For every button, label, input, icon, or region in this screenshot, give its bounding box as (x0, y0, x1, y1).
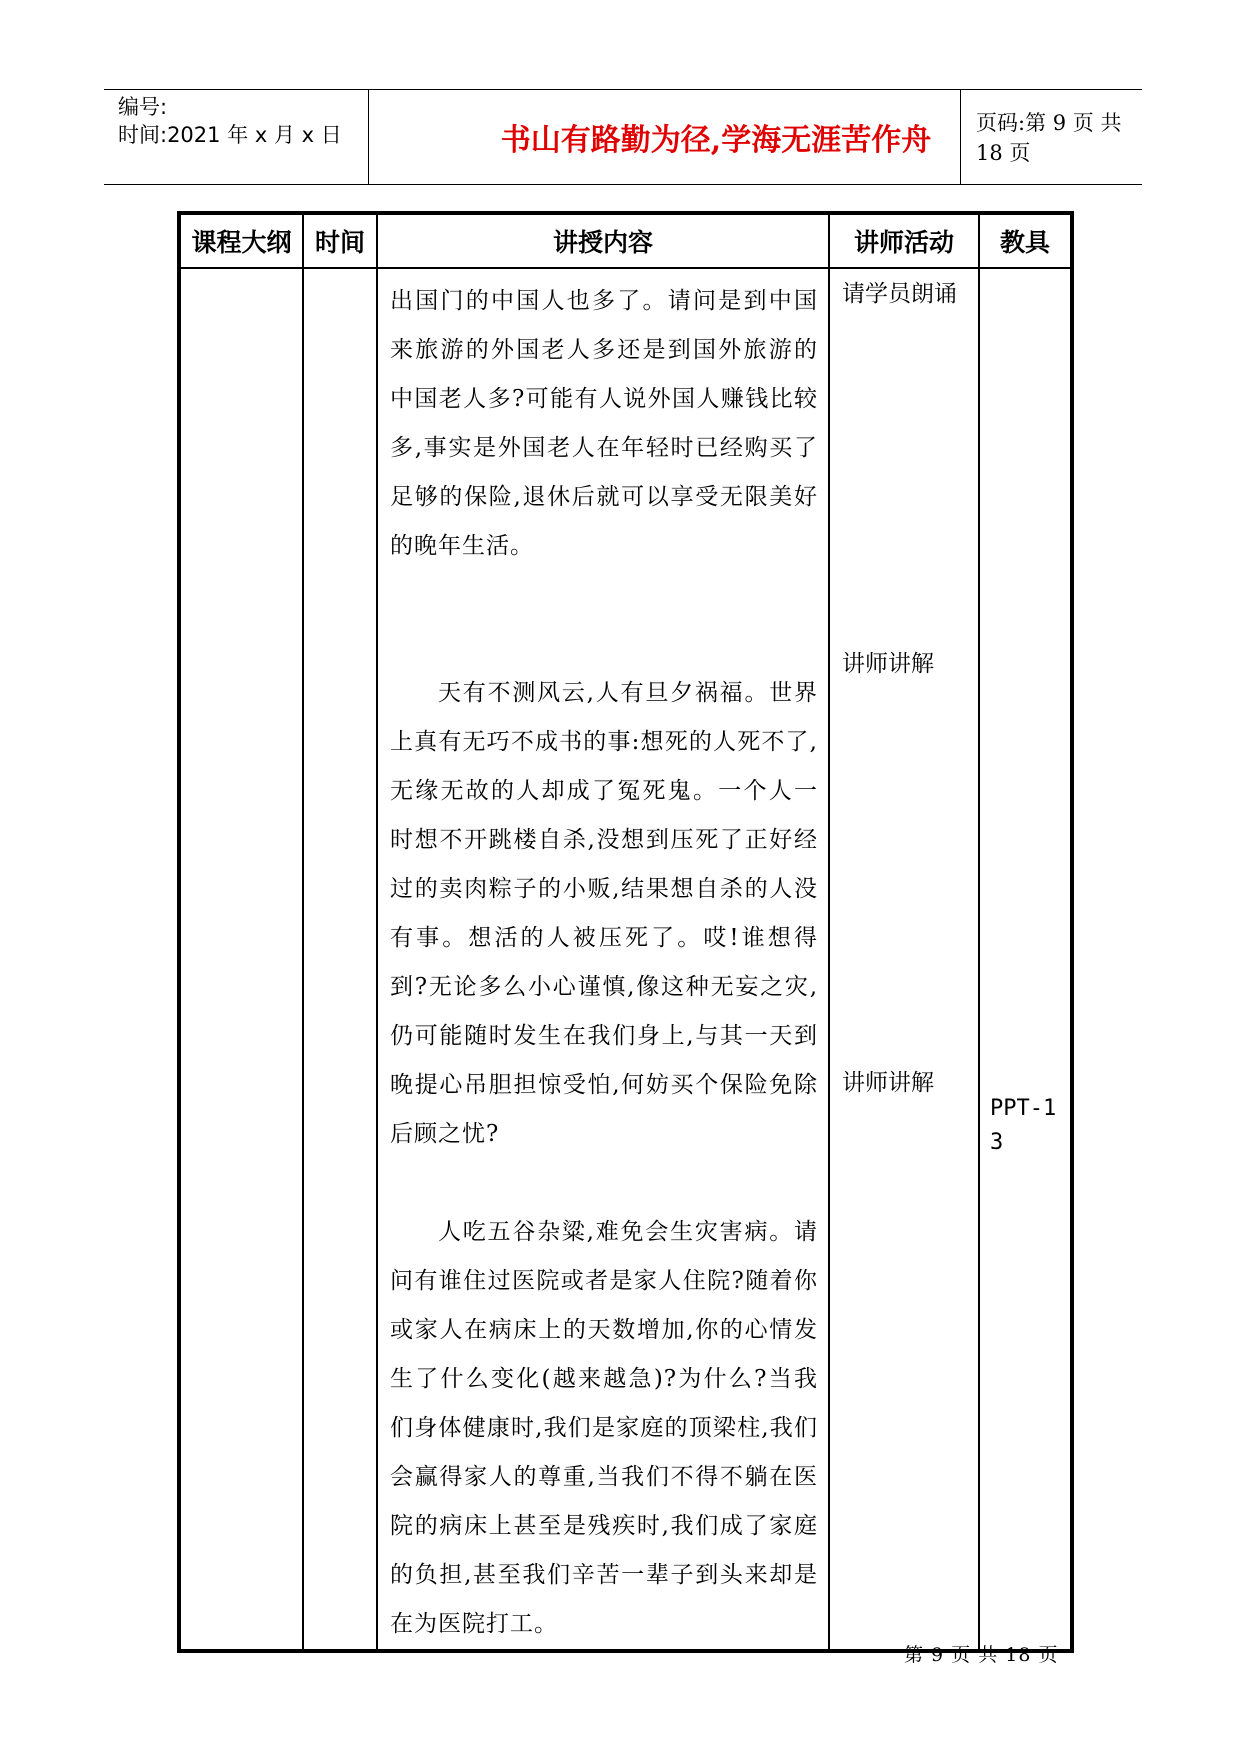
header-course-outline: 课程大纲 (179, 213, 303, 268)
header-page-info: 页码:第 9 页 共 18 页 (976, 111, 1122, 165)
page-header (104, 89, 1142, 185)
activity-2: 讲师讲解 (842, 651, 934, 677)
course-outline-cell (179, 268, 303, 1651)
time-cell (303, 268, 377, 1651)
header-meta (118, 93, 342, 149)
teaching-aid: PPT-13 (990, 1096, 1057, 1155)
header-instructor-activity: 讲师活动 (829, 213, 979, 268)
activity-3: 讲师讲解 (842, 1070, 934, 1096)
content-paragraph-3: 人吃五谷杂粱,难免会生灾害病。请问有谁住过医院或者是家人住院?随着你或家人在病床上的天数增加,你的心情发生了什么变化(越来越急)?为什么?当我们身体健康时,我们是家庭的顶梁柱,我们会赢得家人的尊重,当我们不得不躺在医院的病床上甚至是残疾时,我们成了家庭的负担,甚至我们辛苦一辈子到头来却是在为医院打工。 (390, 1219, 818, 1637)
activity-1: 请学员朗诵 (842, 281, 957, 307)
header-divider-right (960, 90, 961, 184)
header-motto: 书山有路勤为径,学海无涯苦作舟 (500, 123, 932, 158)
header-time: 时间 (303, 213, 377, 268)
table-row (179, 268, 1072, 1651)
number-label: 编号: (118, 95, 168, 119)
table-header-row (179, 213, 1072, 268)
teaching-aid-cell (979, 268, 1072, 1651)
instructor-activity-cell (829, 268, 979, 1651)
time-label: 时间:2021 年 x 月 x 日 (118, 123, 342, 147)
header-divider-left (368, 90, 369, 184)
lecture-content-cell (377, 268, 829, 1651)
header-teaching-aids: 教具 (979, 213, 1072, 268)
page-footer: 第 9 页 共 18 页 (904, 1644, 1059, 1666)
header-lecture-content: 讲授内容 (377, 213, 829, 268)
course-outline-table (177, 211, 1074, 1653)
content-paragraph-1: 出国门的中国人也多了。请问是到中国来旅游的外国老人多还是到国外旅游的中国老人多?可能有人说外国人赚钱比较多,事实是外国老人在年轻时已经购买了足够的保险,退休后就可以享受无限美好的晚年生活。 (390, 288, 818, 559)
content-paragraph-2: 天有不测风云,人有旦夕祸福。世界上真有无巧不成书的事:想死的人死不了,无缘无故的人却成了冤死鬼。一个人一时想不开跳楼自杀,没想到压死了正好经过的卖肉粽子的小贩,结果想自杀的人没有事。想活的人被压死了。哎!谁想得到?无论多么小心谨慎,像这种无妄之灾,仍可能随时发生在我们身上,与其一天到晚提心吊胆担惊受怕,何妨买个保险免除后顾之忧? (390, 680, 818, 1147)
